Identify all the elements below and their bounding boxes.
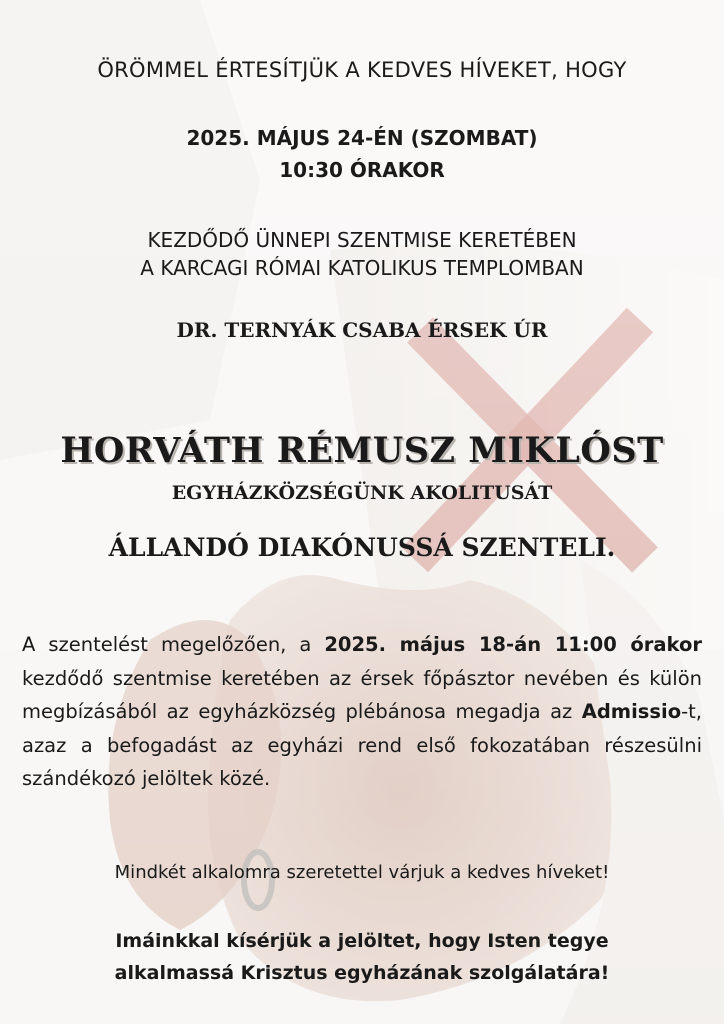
mass-description: KEZDŐDŐ ÜNNEPI SZENTMISE KERETÉBEN — [147, 228, 577, 252]
paragraph-text-1: A szentelést megelőzően, a — [22, 633, 325, 656]
intro-text: ÖRÖMMEL ÉRTESÍTJÜK A KEDVES HÍVEKET, HOGY — [97, 58, 627, 82]
prayer-line-1: Imáinkkal kísérjük a jelöltet, hogy Isten tegye — [115, 930, 609, 952]
admissio-date: 2025. május 18-án 11:00 órakor — [324, 633, 702, 656]
admissio-term: Admissio — [581, 700, 682, 723]
paragraph-text-3: -t, azaz a befogadást az egyházi rend első fokozatában részesülni szándékozó jelöltek közé. — [22, 700, 702, 790]
paragraph-text-2: kezdődő szentmise keretében az érsek főpásztor nevében és külön megbízásából az egyházközség plébánosa megadja az — [22, 666, 702, 723]
event-time: 10:30 ÓRAKOR — [279, 158, 445, 182]
candidate-name: HORVÁTH RÉMUSZ MIKLÓST — [60, 430, 664, 471]
event-date: 2025. MÁJUS 24-ÉN (SZOMBAT) — [186, 126, 538, 150]
bishop-name: DR. TERNYÁK CSABA ÉRSEK ÚR — [176, 318, 548, 342]
invitation-text: Mindkét alkalomra szeretettel várjuk a kedves híveket! — [114, 862, 610, 883]
candidate-role: EGYHÁZKÖZSÉGÜNK AKOLITUSÁT — [171, 482, 553, 504]
admissio-paragraph — [22, 628, 702, 796]
church-location: A KARCAGI RÓMAI KATOLIKUS TEMPLOMBAN — [140, 256, 584, 280]
prayer-line-2: alkalmassá Krisztus egyházának szolgálatára! — [114, 962, 610, 984]
ordination-statement: ÁLLANDÓ DIAKÓNUSSÁ SZENTELI. — [108, 533, 616, 562]
